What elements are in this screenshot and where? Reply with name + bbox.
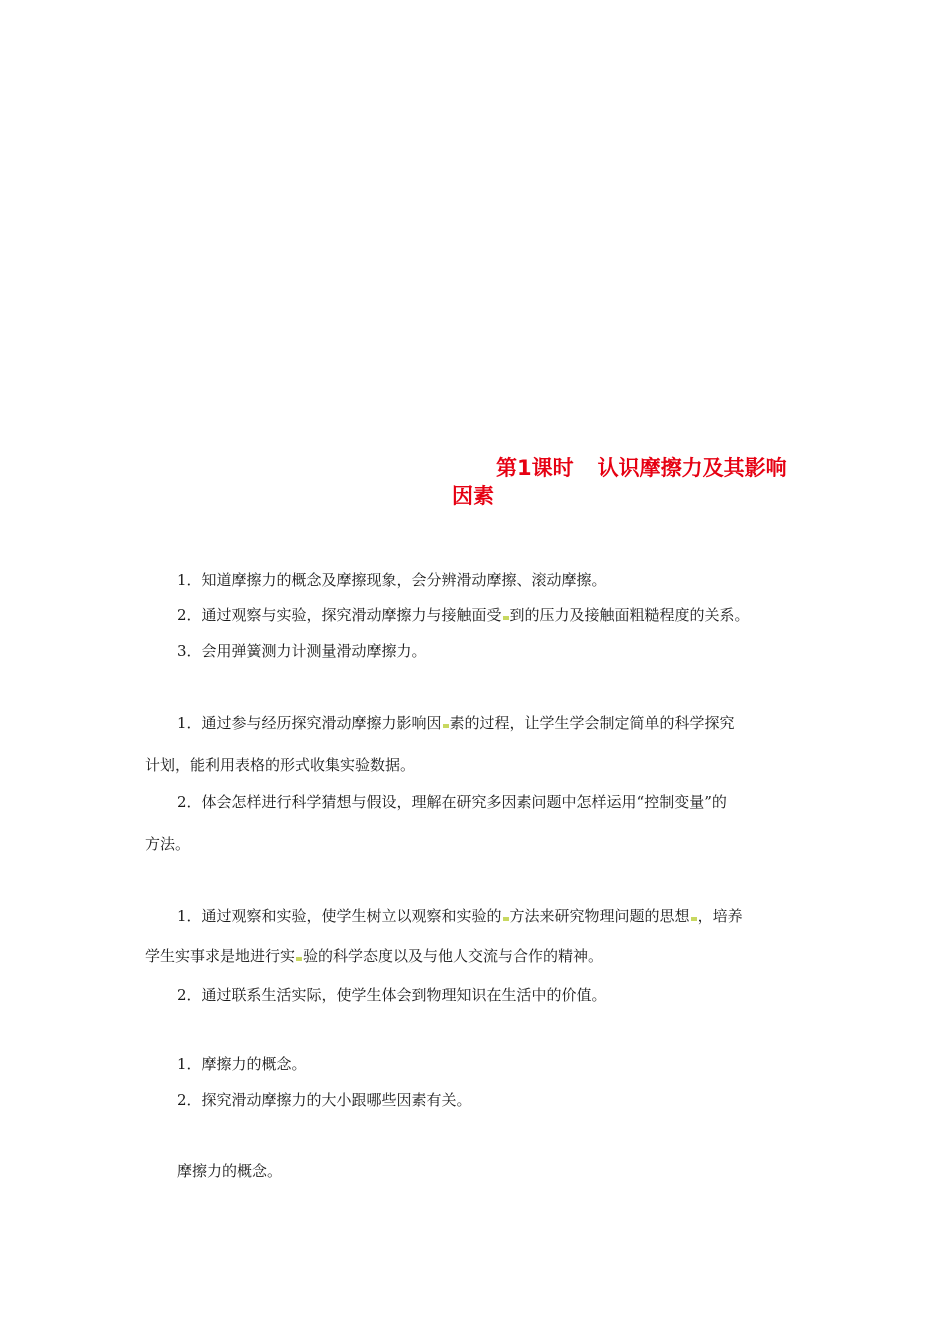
text-fragment: 到的压力及接触面粗糙程度的关系。	[509, 606, 750, 624]
difficulty-point: 摩擦力的概念。	[177, 1162, 283, 1180]
emotion-goal-1-cont	[145, 946, 603, 966]
highlight-mark	[443, 724, 449, 728]
knowledge-goal-2	[177, 605, 750, 625]
highlight-mark	[691, 917, 697, 921]
lesson-title-line1	[496, 454, 787, 482]
lesson-number: 第1课时	[496, 456, 574, 480]
text-fragment: 2．通过观察与实验，探究滑动摩擦力与接触面受	[177, 606, 502, 624]
highlight-mark	[503, 917, 509, 921]
text-fragment: 素的过程，让学生学会制定简单的科学探究	[449, 714, 735, 732]
process-goal-2-cont: 方法。	[145, 835, 191, 853]
process-goal-1-cont: 计划，能利用表格的形式收集实验数据。	[145, 756, 416, 774]
key-point-1: 1．摩擦力的概念。	[177, 1055, 307, 1073]
highlight-mark	[296, 957, 302, 961]
knowledge-goal-1: 1．知道摩擦力的概念及摩擦现象，会分辨滑动摩擦、滚动摩擦。	[177, 571, 607, 589]
key-point-2: 2．探究滑动摩擦力的大小跟哪些因素有关。	[177, 1091, 472, 1109]
process-goal-2: 2．体会怎样进行科学猜想与假设，理解在研究多因素问题中怎样运用“控制变量”的	[177, 793, 727, 811]
highlight-mark	[503, 616, 509, 620]
knowledge-goal-3: 3．会用弹簧测力计测量滑动摩擦力。	[177, 642, 427, 660]
emotion-goal-1	[177, 906, 743, 926]
lesson-title-line2: 因素	[452, 484, 494, 508]
text-fragment: 1．通过参与经历探究滑动摩擦力影响因	[177, 714, 442, 732]
text-fragment: ，培养	[697, 907, 743, 925]
text-fragment: 1．通过观察和实验，使学生树立以观察和实验的	[177, 907, 502, 925]
text-fragment: 验的科学态度以及与他人交流与合作的精神。	[303, 947, 604, 965]
lesson-topic: 认识摩擦力及其影响	[597, 456, 787, 480]
text-fragment: 方法来研究物理问题的思想	[509, 907, 690, 925]
emotion-goal-2: 2．通过联系生活实际，使学生体会到物理知识在生活中的价值。	[177, 986, 607, 1004]
process-goal-1	[177, 713, 735, 733]
text-fragment: 学生实事求是地进行实	[145, 947, 296, 965]
